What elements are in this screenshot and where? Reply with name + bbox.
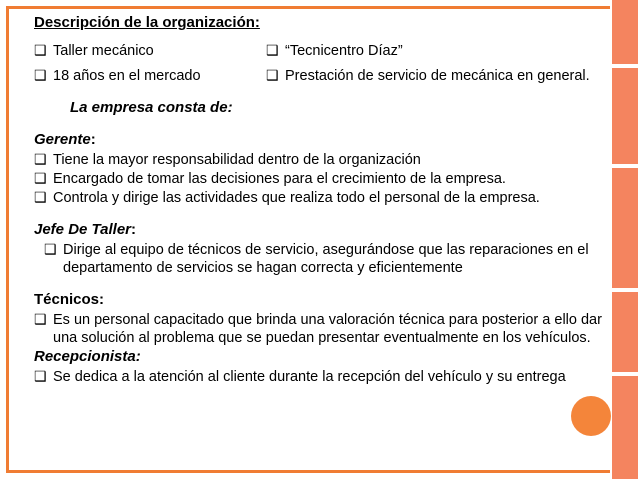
list-item-label: Controla y dirige las actividades que realiza todo el personal de la empresa. (53, 189, 540, 206)
list-item-label: “Tecnicentro Díaz” (285, 42, 403, 59)
section-list-jefe-de-taller (34, 241, 608, 277)
bullet-square-icon: ❑ (34, 150, 47, 167)
section-heading-colon: : (131, 220, 136, 238)
list-item (34, 189, 608, 207)
frame-border-left (6, 6, 9, 473)
two-column-row (34, 67, 608, 85)
bullet-square-icon: ❑ (44, 240, 57, 257)
bullet-square-icon: ❑ (34, 310, 47, 327)
right-edge-decoration (612, 0, 638, 479)
list-item (266, 42, 608, 60)
bullet-square-icon: ❑ (34, 367, 47, 384)
section-heading-gerente (34, 131, 608, 150)
page-title: Descripción de la organización: (34, 14, 260, 31)
section-heading-recepcionista (34, 348, 608, 367)
section-heading-text: Jefe De Taller (34, 220, 131, 238)
bullet-square-icon: ❑ (34, 169, 47, 186)
bullet-square-icon: ❑ (34, 41, 47, 58)
bullet-square-icon: ❑ (34, 188, 47, 205)
section-heading-colon: : (90, 130, 96, 148)
list-item-label: Tiene la mayor responsabilidad dentro de la organización (53, 151, 421, 168)
section-heading-text: Técnicos (34, 290, 100, 308)
list-item (34, 170, 608, 188)
list-item (34, 67, 266, 85)
list-item (34, 368, 608, 386)
list-item-label: Se dedica a la atención al cliente durante la recepción del vehículo y su entrega (53, 368, 566, 385)
orange-circle-decoration (571, 396, 611, 436)
frame-border-bottom (6, 470, 610, 473)
edge-bar-1 (612, 0, 638, 64)
bullet-square-icon: ❑ (266, 41, 279, 58)
section-list-tecnicos (34, 311, 608, 347)
list-item-label: 18 años en el mercado (53, 67, 201, 84)
column-right-cell (266, 42, 608, 60)
two-column-row (34, 42, 608, 60)
column-right-cell (266, 67, 608, 85)
column-left-cell (34, 67, 266, 85)
section-heading-text: Gerente (34, 130, 91, 148)
edge-bar-3 (612, 168, 638, 288)
slide-content (30, 10, 608, 387)
list-item (34, 151, 608, 169)
list-item-label: Taller mecánico (53, 42, 154, 59)
bullet-square-icon: ❑ (266, 66, 279, 83)
list-item-label: Es un personal capacitado que brinda una valoración técnica para posterior a ello dar una solución al problema que se puedan presentar eventualmente en los vehículos. (53, 311, 602, 346)
section-heading-jefe-de-taller (34, 221, 608, 240)
section-list-gerente (34, 151, 608, 207)
list-item (44, 241, 608, 277)
section-list-recepcionista (34, 368, 608, 386)
section-subtitle: La empresa consta de: (70, 99, 233, 116)
bullet-square-icon: ❑ (34, 66, 47, 83)
list-item-label: Encargado de tomar las decisiones para el crecimiento de la empresa. (53, 170, 506, 187)
column-left-cell (34, 42, 266, 60)
edge-bar-5 (612, 376, 638, 479)
list-item (266, 67, 608, 85)
frame-border-top (6, 6, 610, 9)
list-item-label: Prestación de servicio de mecánica en general. (285, 67, 590, 84)
section-heading-text: Recepcionista: (34, 347, 141, 365)
list-item-label: Dirige al equipo de técnicos de servicio, asegurándose que las reparaciones en el departamento de servicios se hagan correcta y eficientemente (63, 241, 589, 276)
edge-bar-2 (612, 68, 638, 164)
section-heading-tecnicos (34, 291, 608, 310)
edge-bar-4 (612, 292, 638, 372)
list-item (34, 42, 266, 60)
two-column-bullets (34, 42, 608, 85)
section-heading-colon: : (99, 290, 105, 308)
list-item (34, 311, 608, 347)
